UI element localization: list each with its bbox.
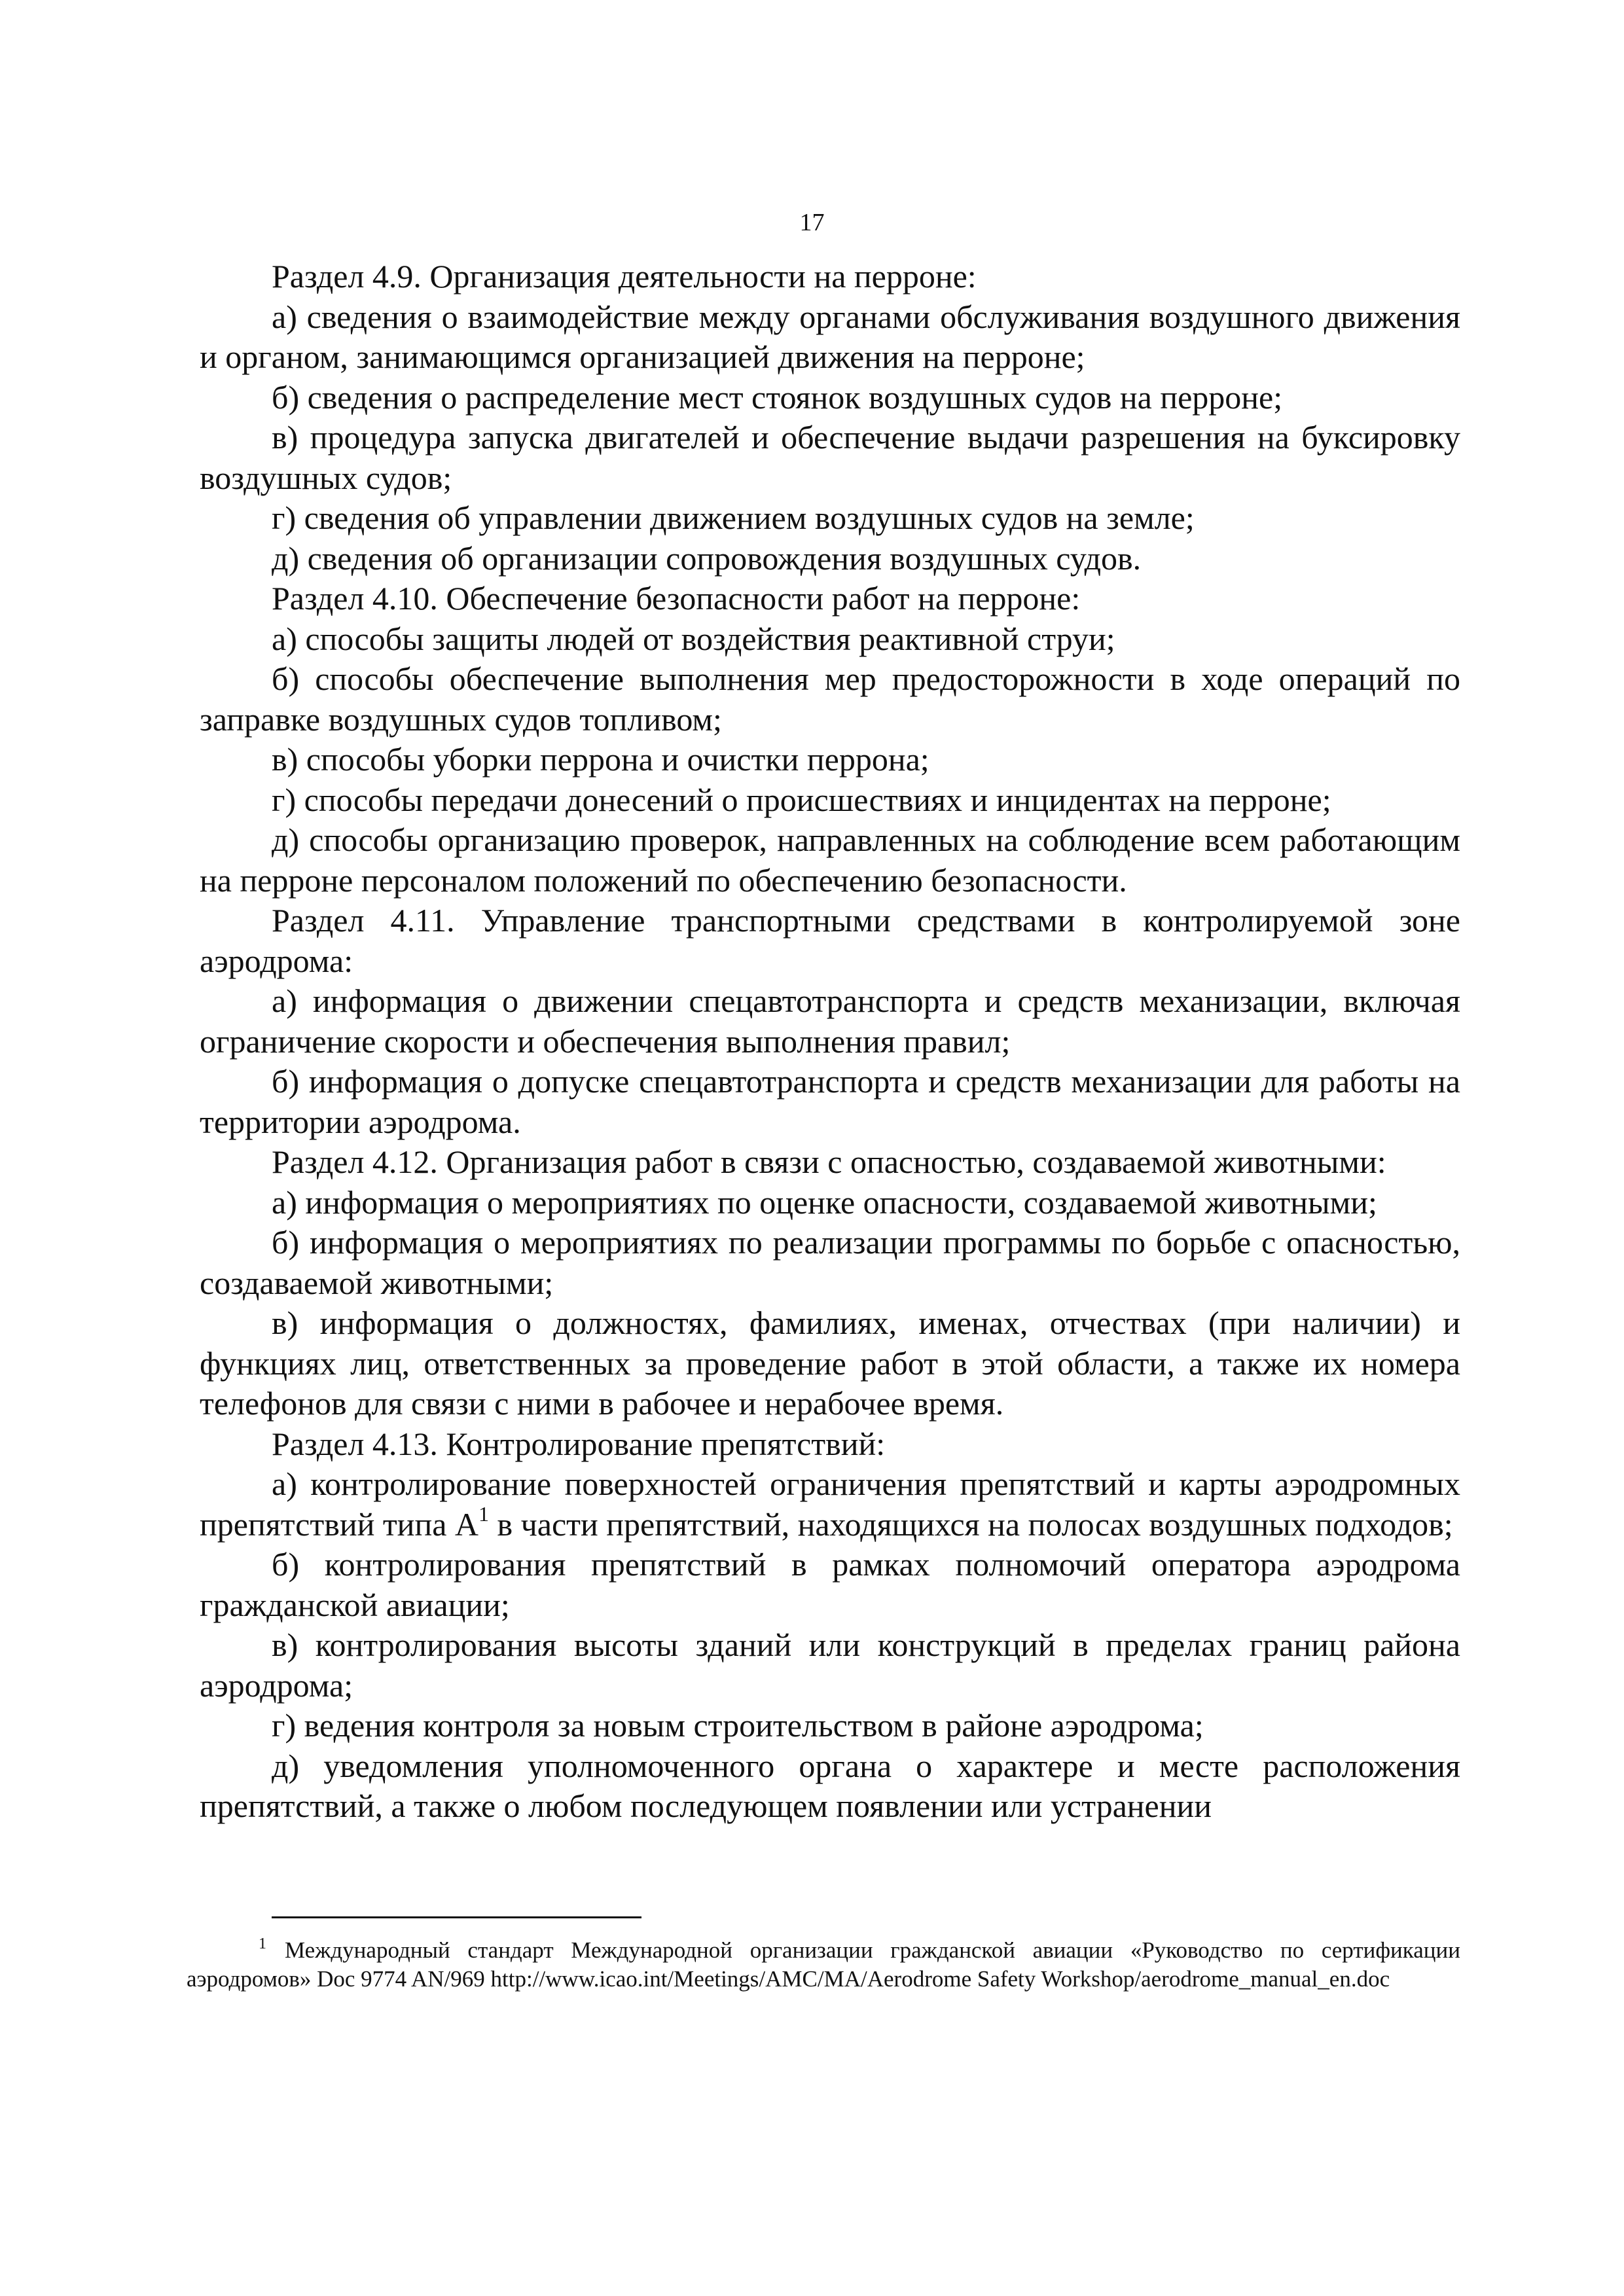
section-4-13-heading: Раздел 4.13. Контролирование препятствий: bbox=[272, 1425, 886, 1462]
footnotes bbox=[187, 1936, 1460, 1994]
footnote-text: Международный стандарт Международной организации гражданской авиации «Руководство по сертификации аэродромов» Doc 9774 AN/969 http://www.icao.int/Meetings/AMC/MA/Aerodrome Safety Workshop/aerodrome_manual_en.doc bbox=[187, 1937, 1460, 1992]
page-number: 17 bbox=[799, 209, 825, 236]
paragraph: б) контролирования препятствий в рамках полномочий оператора аэродрома гражданской авиации; bbox=[200, 1546, 1460, 1623]
paragraph: б) информация о мероприятиях по реализации программы по борьбе с опасностью, создаваемой животными; bbox=[200, 1224, 1460, 1301]
paragraph: а) информация о мероприятиях по оценке опасности, создаваемой животными; bbox=[272, 1183, 1377, 1221]
paragraph: б) сведения о распределение мест стоянок воздушных судов на перроне; bbox=[272, 378, 1283, 416]
paragraph: д) уведомления уполномоченного органа о характере и месте расположения препятствий, а также о любом последующем появлении или устранении bbox=[200, 1747, 1460, 1824]
paragraph-text: а) контролирование поверхностей ограничения препятствий и карты аэродромных препятствий типа А bbox=[200, 1465, 1460, 1543]
footnote-reference: 1 bbox=[478, 1501, 490, 1526]
paragraph: а) информация о движении спецавтотранспорта и средств механизации, включая ограничение скорости и обеспечения выполнения правил; bbox=[200, 982, 1460, 1060]
section-4-10-heading: Раздел 4.10. Обеспечение безопасности работ на перроне: bbox=[272, 580, 1081, 617]
paragraph: б) информация о допуске спецавтотранспорта и средств механизации для работы на территории аэродрома. bbox=[200, 1063, 1460, 1140]
section-4-9-heading: Раздел 4.9. Организация деятельности на перроне: bbox=[272, 258, 977, 295]
paragraph: г) сведения об управлении движением воздушных судов на земле; bbox=[272, 499, 1195, 536]
paragraph: д) способы организацию проверок, направленных на соблюдение всем работающим на перроне персоналом положений по обеспечению безопасности. bbox=[200, 821, 1460, 899]
paragraph: в) информация о должностях, фамилиях, именах, отчествах (при наличии) и функциях лиц, ответственных за проведение работ в этой области, а также их номера телефонов для связи с ними в рабочее и нерабочее время. bbox=[200, 1304, 1460, 1422]
section-4-12-heading: Раздел 4.12. Организация работ в связи с опасностью, создаваемой животными: bbox=[272, 1143, 1386, 1180]
document-body bbox=[200, 257, 1460, 1827]
section-4-11-heading: Раздел 4.11. Управление транспортными средствами в контролируемой зоне аэродрома: bbox=[200, 902, 1460, 979]
footnote-marker: 1 bbox=[259, 1935, 266, 1952]
paragraph-text: в части препятствий, находящихся на полосах воздушных подходов; bbox=[489, 1505, 1453, 1543]
footnote-separator bbox=[272, 1916, 641, 1918]
paragraph: г) ведения контроля за новым строительством в районе аэродрома; bbox=[272, 1707, 1204, 1744]
paragraph: в) контролирования высоты зданий или конструкций в пределах границ района аэродрома; bbox=[200, 1626, 1460, 1704]
paragraph: в) процедура запуска двигателей и обеспечение выдачи разрешения на буксировку воздушных судов; bbox=[200, 419, 1460, 496]
paragraph: г) способы передачи донесений о происшествиях и инцидентах на перроне; bbox=[272, 781, 1331, 818]
paragraph: а) способы защиты людей от воздействия реактивной струи; bbox=[272, 620, 1115, 657]
paragraph: б) способы обеспечение выполнения мер предосторожности в ходе операций по заправке воздушных судов топливом; bbox=[200, 660, 1460, 738]
paragraph: в) способы уборки перрона и очистки перрона; bbox=[272, 741, 929, 778]
paragraph-with-footnote-ref bbox=[200, 1464, 1460, 1545]
paragraph: а) сведения о взаимодействие между органами обслуживания воздушного движения и органом, занимающимся организацией движения на перроне; bbox=[200, 298, 1460, 375]
paragraph: д) сведения об организации сопровождения воздушных судов. bbox=[272, 539, 1142, 577]
footnote bbox=[187, 1936, 1460, 1994]
